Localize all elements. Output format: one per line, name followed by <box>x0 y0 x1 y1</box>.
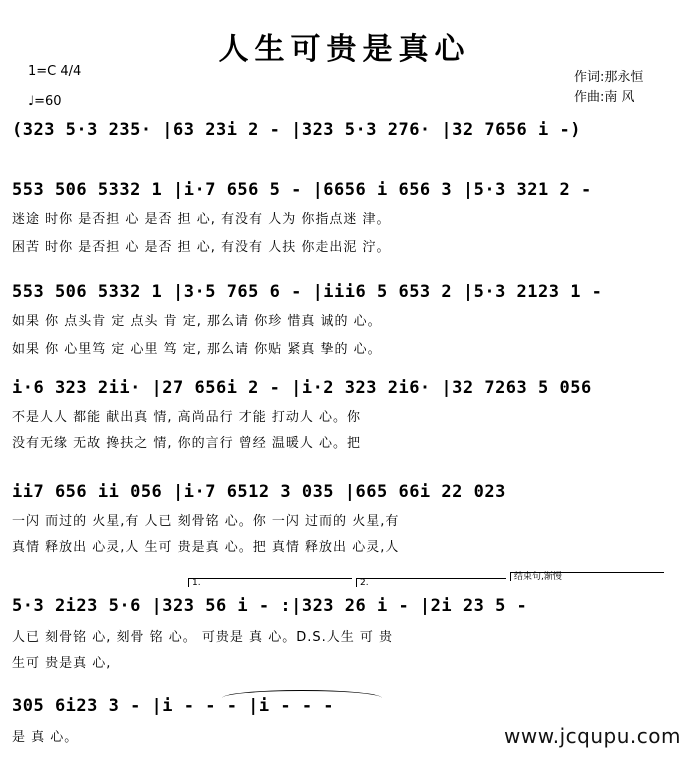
lyric-verse-1: 不是人人 都能 献出真 情, 高尚品行 才能 打动人 心。你 <box>12 410 362 425</box>
tempo-marking: ♩=60 <box>28 94 62 109</box>
lyric-verse-1: 是 真 心。 <box>12 730 79 745</box>
lyric-verse-1: 如果 你 点头肯 定 点头 肯 定, 那么请 你珍 惜真 诚的 心。 <box>12 314 382 329</box>
composer-credit: 作曲:南 风 <box>574 90 635 105</box>
volta-bracket-2: 2. <box>356 578 506 587</box>
ending-phrase-marker: 结束句,渐慢 <box>510 572 664 581</box>
lyric-verse-1: 人已 刻骨铭 心, 刻骨 铭 心。 可贵是 真 心。D.S.人生 可 贵 <box>12 630 393 645</box>
site-watermark: www.jcqupu.com <box>504 724 681 748</box>
lyric-verse-1: 迷途 时你 是否担 心 是否 担 心, 有没有 人为 你指点迷 津。 <box>12 212 391 227</box>
lyric-verse-2: 生可 贵是真 心, <box>12 656 112 671</box>
notation-line: 5·3 2i23 5·6 |323 56 i - :|323 26 i - |2i 23 5 - <box>12 596 528 616</box>
song-title: 人生可贵是真心 <box>218 32 471 67</box>
key-signature: 1=C 4/4 <box>28 64 82 79</box>
notation-line: ii7 656 ii 056 |i·7 6512 3 035 |665 66i 22 023 <box>12 482 506 502</box>
notation-line: (323 5·3 235· |63 23i 2 - |323 5·3 276· |32 7656 i -) <box>12 120 581 140</box>
notation-line: i·6 323 2ii· |27 656i 2 - |i·2 323 2i6· |32 7263 5 056 <box>12 378 592 398</box>
lyric-verse-2: 困苦 时你 是否担 心 是否 担 心, 有没有 人扶 你走出泥 泞。 <box>12 240 391 255</box>
volta-bracket-1: 1. <box>188 578 352 587</box>
notation-line: 553 506 5332 1 |3·5 765 6 - |iii6 5 653 2 |5·3 2123 1 - <box>12 282 603 302</box>
lyric-verse-2: 真情 释放出 心灵,人 生可 贵是真 心。把 真情 释放出 心灵,人 <box>12 540 400 555</box>
lyric-verse-1: 一闪 而过的 火星,有 人已 刻骨铭 心。你 一闪 过而的 火星,有 <box>12 514 400 529</box>
lyricist-credit: 作词:那永恒 <box>574 70 644 85</box>
lyric-verse-2: 没有无缘 无故 搀扶之 情, 你的言行 曾经 温暖人 心。把 <box>12 436 362 451</box>
notation-line: 305 6i23 3 - |i - - - |i - - - <box>12 696 335 716</box>
lyric-verse-2: 如果 你 心里笃 定 心里 笃 定, 那么请 你贴 紧真 挚的 心。 <box>12 342 382 357</box>
notation-line: 553 506 5332 1 |i·7 656 5 - |6656 i 656 3 |5·3 321 2 - <box>12 180 592 200</box>
